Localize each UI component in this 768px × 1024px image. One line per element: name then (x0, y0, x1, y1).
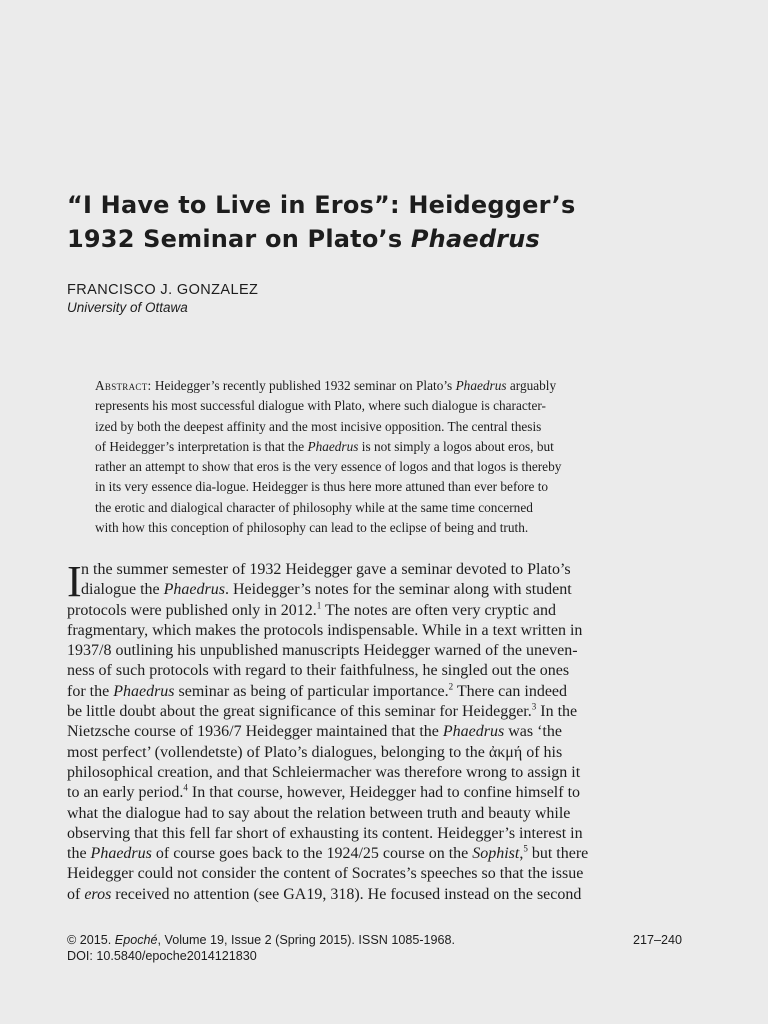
title-line-2 (67, 222, 707, 256)
body-line: fragmentary, which makes the protocols indispensable. While in a text written in (67, 621, 583, 639)
footnote-ref[interactable]: 2 (448, 681, 454, 692)
body-line: Nietzsche course of 1936/7 Heidegger maintained that the Phaedrus was ‘the (67, 723, 562, 741)
title-line-2-italic: Phaedrus (410, 225, 541, 253)
italic-term: Sophist (472, 845, 520, 863)
italic-term: Phaedrus (90, 845, 152, 863)
author-name: FRANCISCO J. GONZALEZ (67, 282, 259, 298)
body-line: for the Phaedrus seminar as being of particular importance.$^2$ There can indeed (67, 681, 568, 700)
title-line-2-text: 1932 Seminar on Plato’s (67, 225, 411, 253)
footnote-ref[interactable]: 3 (531, 701, 537, 712)
drop-cap: I (67, 557, 82, 606)
title-line-1: “I Have to Live in Eros”: Heidegger’s (67, 191, 576, 219)
abstract-line: represents his most successful dialogue with Plato, where such dialogue is character- (95, 398, 546, 414)
body-line: protocols were published only in 2012.$^1$ The notes are often very cryptic and (67, 600, 556, 619)
abstract-line: rather an attempt to show that eros is the very essence of logos and that logos is thereby (95, 459, 562, 475)
italic-term: Phaedrus (307, 438, 359, 454)
italic-term: Phaedrus (442, 723, 505, 741)
body-line: of eros received no attention (see GA19, 318). He focused instead on the second (67, 885, 582, 903)
italic-term: Phaedrus (455, 378, 507, 393)
article-title (67, 188, 707, 256)
abstract-label: Abstract: (95, 378, 152, 393)
body-line: ness of such protocols with regard to their faithfulness, he singled out the ones (67, 662, 570, 680)
body-line: 1937/8 outlining his unpublished manuscripts Heidegger warned of the uneven- (67, 642, 578, 660)
abstract-line: ized by both the deepest affinity and the most incisive opposition. The central thesis (95, 418, 542, 434)
abstract-line: of Heidegger’s interpretation is that the Phaedrus is not simply a logos about eros, but (95, 438, 554, 454)
abstract-line (95, 376, 657, 396)
author-affiliation: University of Ottawa (67, 300, 188, 315)
footnote-ref[interactable]: 4 (183, 782, 188, 793)
citation (67, 932, 455, 948)
body-line: to an early period.$^4$ In that course, however, Heidegger had to confine himself to (67, 782, 581, 802)
body-line: observing that this fell far short of exhausting its content. Heidegger’s interest in (67, 824, 583, 842)
body-line: what the dialogue had to say about the relation between truth and beauty while (67, 804, 571, 822)
italic-term: Phaedrus (163, 581, 225, 599)
footer-doi-row (67, 948, 682, 964)
body-text (67, 557, 687, 905)
abstract-line: with how this conception of philosophy can lead to the eclipse of being and truth. (95, 520, 529, 536)
page-range: 217–240 (632, 933, 682, 947)
body-line: the Phaedrus of course goes back to the 1924/25 course on the Sophist,$^5$ but there (67, 843, 589, 863)
journal-name: Epoché (114, 933, 158, 947)
abstract-line-content: Heidegger’s recently published 1932 seminar on Plato’s Phaedrus arguably (151, 378, 557, 393)
abstract-line: in its very essence dia-logue. Heidegger is thus here more attuned than ever before to (95, 479, 549, 495)
footnote-ref[interactable]: 5 (523, 843, 528, 854)
body-line: most perfect’ (vollendetste) of Plato’s dialogues, belonging to the ἀκμή of his (67, 743, 563, 761)
body-line: Heidegger could not consider the content of Socrates’s speeches so that the issue (67, 865, 584, 883)
abstract-line: the erotic and dialogical character of philosophy while at the same time concerned (95, 499, 533, 515)
italic-term: Phaedrus (113, 682, 175, 700)
footnote-ref[interactable]: 1 (316, 600, 322, 611)
citation-prefix: © 2015. (67, 933, 115, 947)
body-line: be little doubt about the great significance of this seminar for Heidegger.$^3$ In the (67, 701, 578, 721)
italic-term: eros (84, 885, 112, 903)
citation-details: , Volume 19, Issue 2 (Spring 2015). ISSN 1085-1968. (157, 933, 456, 947)
body-line: philosophical creation, and that Schleiermacher was therefore wrong to assign it (67, 763, 581, 781)
page-footer (67, 932, 682, 964)
footer-citation-row (67, 932, 682, 948)
doi: DOI: 10.5840/epoche2014121830 (67, 949, 257, 963)
body-line: dialogue the Phaedrus. Heidegger’s notes for the seminar along with student (81, 581, 572, 599)
abstract (95, 376, 657, 538)
body-line: n the summer semester of 1932 Heidegger gave a seminar devoted to Plato’s (81, 561, 571, 578)
